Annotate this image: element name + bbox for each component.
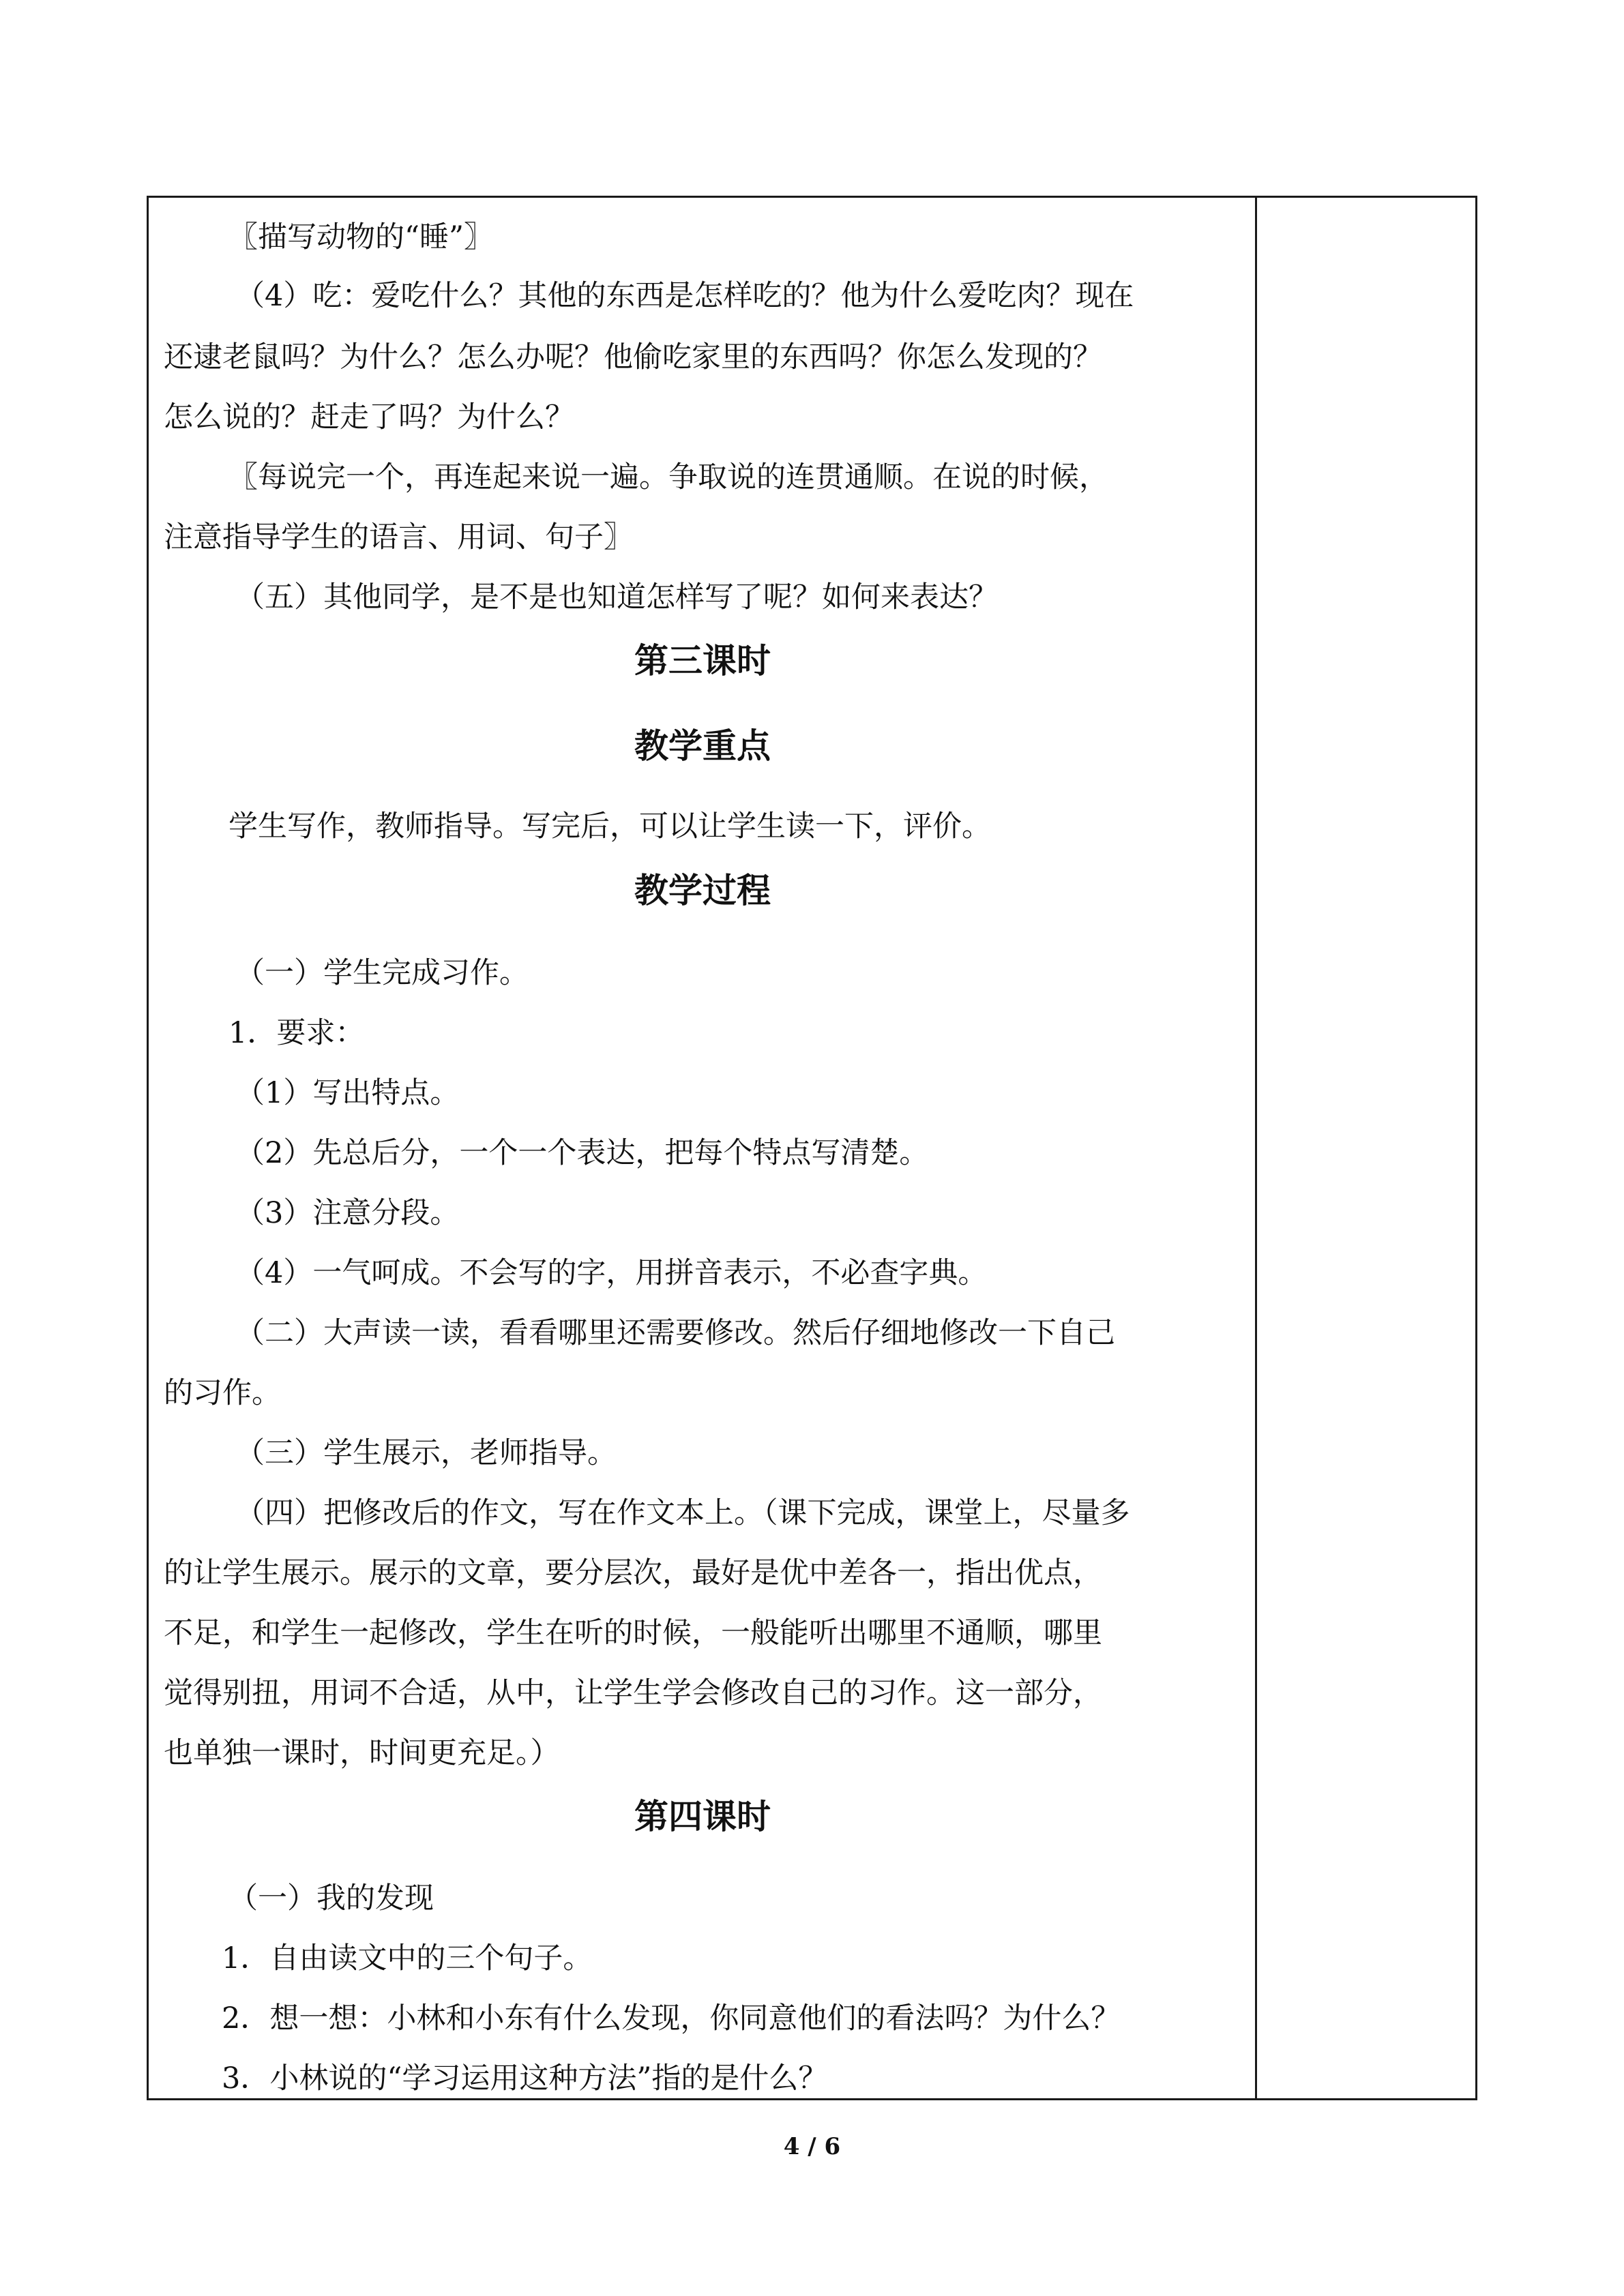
table-column-divider (1255, 196, 1257, 2100)
text-line: （3）注意分段。 (235, 1196, 460, 1230)
text-line: 怎么说的？赶走了吗？为什么？ (164, 400, 574, 434)
text-line: （一）我的发现 (228, 1881, 434, 1915)
section-heading: 第三课时 (634, 640, 771, 681)
text-line: 1．自由读文中的三个句子。 (222, 1941, 593, 1976)
text-line: （三）学生展示，老师指导。 (235, 1436, 617, 1470)
text-line: （4）一气呵成。不会写的字，用拼音表示，不必查字典。 (235, 1256, 988, 1290)
text-line: 注意指导学生的语言、用词、句子〗 (164, 520, 633, 554)
text-line: 学生写作，教师指导。写完后，可以让学生读一下，评价。 (228, 809, 991, 844)
section-heading: 第四课时 (634, 1796, 771, 1836)
text-line: 〖描写动物的“睡”〗 (228, 220, 493, 254)
text-line: 也单独一课时，时间更充足。） (164, 1736, 560, 1770)
text-line: （2）先总后分，一个一个表达，把每个特点写清楚。 (235, 1136, 929, 1170)
section-heading: 教学过程 (634, 870, 771, 910)
text-line: 不足，和学生一起修改，学生在听的时候，一般能听出哪里不通顺，哪里 (164, 1616, 1102, 1650)
text-line: 2．想一想：小林和小东有什么发现，你同意他们的看法吗？为什么？ (222, 2001, 1121, 2036)
text-line: 的习作。 (164, 1376, 281, 1410)
text-line: （1）写出特点。 (235, 1076, 460, 1110)
page-number: 4 / 6 (783, 2133, 841, 2160)
text-line: 〖每说完一个，再连起来说一遍。争取说的连贯通顺。在说的时候， (228, 460, 1108, 494)
text-line: 3．小林说的“学习运用这种方法”指的是什么？ (222, 2061, 828, 2096)
text-line: （二）大声读一读，看看哪里还需要修改。然后仔细地修改一下自己 (235, 1316, 1115, 1350)
text-line: 1．要求： (228, 1016, 365, 1050)
text-line: （4）吃：爱吃什么？其他的东西是怎样吃的？他为什么爱吃肉？现在 (235, 279, 1134, 313)
text-line: 还逮老鼠吗？为什么？怎么办呢？他偷吃家里的东西吗？你怎么发现的？ (164, 340, 1102, 374)
section-heading: 教学重点 (634, 726, 771, 766)
text-line: （一）学生完成习作。 (235, 956, 529, 990)
text-line: 的让学生展示。展示的文章，要分层次，最好是优中差各一，指出优点， (164, 1556, 1102, 1590)
text-line: （四）把修改后的作文，写在作文本上。（课下完成，课堂上，尽量多 (235, 1496, 1130, 1530)
text-line: （五）其他同学，是不是也知道怎样写了呢？如何来表达？ (235, 580, 998, 614)
text-line: 觉得别扭，用词不合适，从中，让学生学会修改自己的习作。这一部分， (164, 1676, 1102, 1710)
